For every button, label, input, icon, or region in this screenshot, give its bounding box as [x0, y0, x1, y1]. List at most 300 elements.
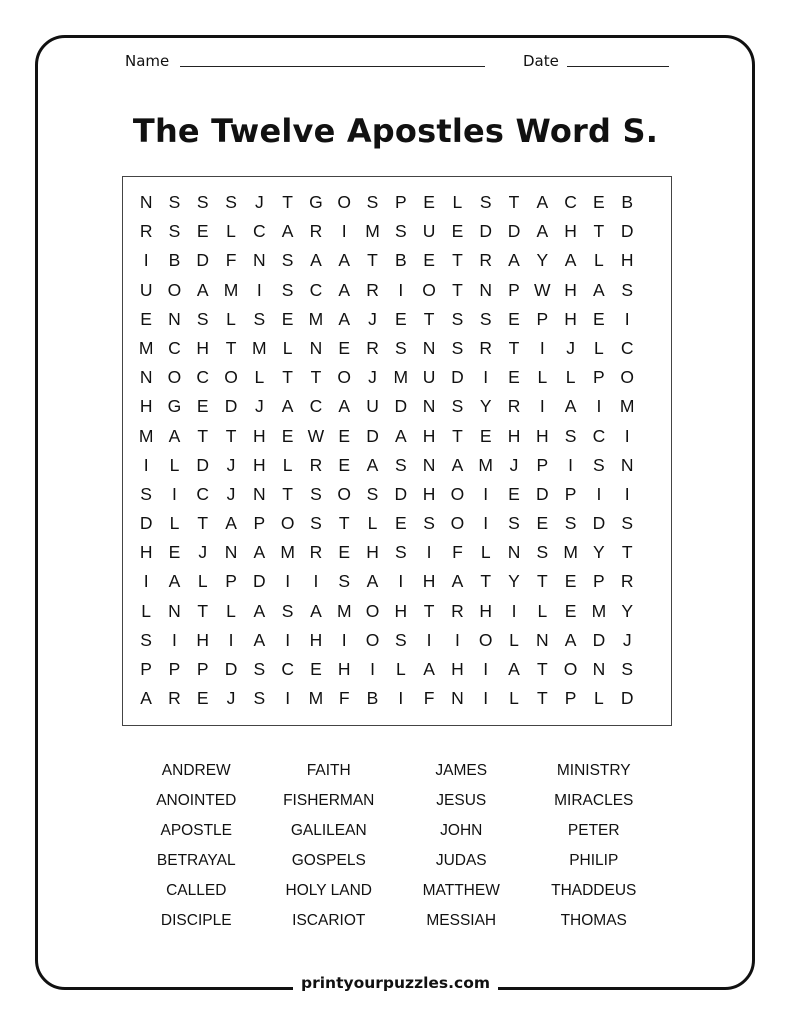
grid-letter[interactable]: T [423, 308, 435, 329]
grid-letter[interactable]: J [226, 483, 236, 504]
grid-letter[interactable]: E [281, 308, 294, 329]
grid-letter[interactable]: D [196, 250, 210, 271]
grid-letter[interactable]: S [140, 629, 152, 650]
grid-letter[interactable]: A [310, 250, 322, 271]
grid-letter[interactable]: L [537, 600, 548, 621]
grid-letter[interactable]: S [564, 425, 577, 446]
grid-letter[interactable]: M [393, 367, 409, 388]
grid-letter[interactable]: S [508, 513, 520, 534]
grid-letter[interactable]: S [621, 279, 634, 300]
grid-letter[interactable]: N [422, 337, 436, 358]
grid-letter[interactable]: C [309, 279, 323, 300]
grid-letter[interactable]: E [479, 425, 492, 446]
grid-letter[interactable]: H [366, 542, 379, 563]
grid-letter[interactable]: M [619, 396, 635, 417]
grid-letter[interactable]: I [483, 367, 489, 388]
grid-letter[interactable]: A [394, 425, 407, 446]
grid-letter[interactable]: L [509, 688, 519, 709]
grid-letter[interactable]: I [511, 600, 517, 621]
grid-letter[interactable]: H [139, 542, 153, 563]
grid-letter[interactable]: I [483, 659, 489, 679]
grid-letter[interactable]: N [422, 396, 436, 417]
grid-letter[interactable]: O [563, 659, 578, 679]
grid-letter[interactable]: S [394, 542, 407, 563]
grid-letter[interactable]: R [479, 250, 493, 271]
grid-letter[interactable]: O [422, 279, 436, 300]
grid-letter[interactable]: A [281, 396, 294, 417]
grid-letter[interactable]: G [167, 396, 182, 417]
grid-letter[interactable]: A [253, 629, 266, 650]
grid-letter[interactable]: M [138, 337, 154, 358]
grid-letter[interactable]: J [622, 629, 632, 650]
grid-letter[interactable]: E [593, 308, 605, 329]
grid-letter[interactable]: O [167, 367, 182, 388]
grid-letter[interactable]: S [310, 513, 322, 534]
grid-letter[interactable]: O [280, 513, 295, 534]
grid-letter[interactable]: S [394, 221, 407, 242]
grid-letter[interactable]: L [509, 629, 519, 650]
grid-letter[interactable]: E [196, 221, 209, 242]
grid-letter[interactable]: I [539, 396, 545, 417]
grid-letter[interactable]: O [450, 513, 465, 534]
grid-letter[interactable]: T [480, 571, 492, 592]
grid-letter[interactable]: O [620, 367, 634, 388]
grid-letter[interactable]: H [196, 629, 210, 650]
grid-letter[interactable]: L [226, 221, 236, 242]
grid-letter[interactable]: I [398, 688, 404, 709]
grid-letter[interactable]: H [309, 629, 323, 650]
grid-letter[interactable]: L [480, 542, 491, 563]
grid-letter[interactable]: A [508, 250, 520, 271]
grid-letter[interactable]: I [568, 454, 574, 475]
grid-letter[interactable]: I [313, 571, 319, 592]
grid-letter[interactable]: C [281, 659, 294, 679]
grid-letter[interactable]: A [168, 571, 181, 592]
grid-letter[interactable]: I [483, 688, 489, 709]
grid-letter[interactable]: S [168, 221, 181, 242]
grid-letter[interactable]: R [479, 337, 493, 358]
grid-letter[interactable]: I [172, 629, 177, 650]
grid-letter[interactable]: O [337, 192, 352, 212]
grid-letter[interactable]: W [307, 425, 325, 446]
grid-letter[interactable]: S [394, 629, 407, 650]
grid-letter[interactable]: S [564, 513, 577, 534]
grid-letter[interactable]: L [395, 659, 406, 679]
grid-letter[interactable]: S [253, 308, 266, 329]
grid-letter[interactable]: T [197, 425, 209, 446]
grid-letter[interactable]: U [139, 279, 153, 300]
grid-letter[interactable]: A [451, 571, 464, 592]
grid-letter[interactable]: A [536, 221, 549, 242]
grid-letter[interactable]: D [253, 571, 266, 592]
grid-letter[interactable]: I [426, 629, 432, 650]
grid-letter[interactable]: D [394, 396, 408, 417]
grid-letter[interactable]: T [508, 337, 520, 358]
grid-letter[interactable]: U [422, 221, 436, 242]
grid-letter[interactable]: S [281, 600, 294, 621]
grid-letter[interactable]: E [508, 367, 520, 388]
grid-letter[interactable]: E [394, 308, 407, 329]
grid-letter[interactable]: H [422, 483, 436, 504]
grid-letter[interactable]: Y [479, 396, 492, 417]
grid-letter[interactable]: M [563, 542, 578, 563]
grid-letter[interactable]: R [366, 337, 379, 358]
grid-letter[interactable]: A [196, 279, 209, 300]
grid-letter[interactable]: E [536, 513, 549, 534]
grid-letter[interactable]: A [310, 600, 322, 621]
grid-letter[interactable]: H [535, 425, 549, 446]
grid-letter[interactable]: C [168, 337, 181, 358]
grid-letter[interactable]: P [394, 192, 407, 212]
grid-letter[interactable]: P [225, 571, 237, 592]
grid-letter[interactable]: G [309, 192, 323, 212]
grid-letter[interactable]: U [366, 396, 379, 417]
grid-letter[interactable]: N [253, 250, 266, 271]
grid-letter[interactable]: N [507, 542, 521, 563]
grid-letter[interactable]: A [253, 600, 266, 621]
grid-letter[interactable]: T [452, 250, 463, 271]
grid-letter[interactable]: S [196, 192, 209, 212]
grid-letter[interactable]: O [450, 483, 465, 504]
grid-letter[interactable]: I [341, 221, 347, 242]
grid-letter[interactable]: P [593, 571, 605, 592]
grid-letter[interactable]: L [282, 454, 293, 475]
grid-letter[interactable]: A [366, 571, 379, 592]
grid-letter[interactable]: L [594, 337, 604, 358]
grid-letter[interactable]: E [508, 483, 520, 504]
grid-letter[interactable]: L [141, 600, 152, 621]
grid-letter[interactable]: S [168, 192, 181, 212]
grid-letter[interactable]: I [483, 513, 489, 534]
grid-letter[interactable]: I [341, 629, 347, 650]
grid-letter[interactable]: D [451, 367, 464, 388]
grid-letter[interactable]: I [143, 571, 149, 592]
grid-letter[interactable]: S [281, 250, 294, 271]
grid-letter[interactable]: R [309, 221, 323, 242]
grid-letter[interactable]: D [394, 483, 408, 504]
grid-letter[interactable]: H [253, 454, 266, 475]
grid-letter[interactable]: I [285, 688, 291, 709]
grid-letter[interactable]: L [197, 571, 208, 592]
grid-letter[interactable]: P [508, 279, 520, 300]
grid-letter[interactable]: B [394, 250, 407, 271]
grid-letter[interactable]: T [367, 250, 378, 271]
grid-letter[interactable]: A [338, 396, 351, 417]
grid-letter[interactable]: S [394, 337, 407, 358]
grid-letter[interactable]: N [479, 279, 493, 300]
grid-letter[interactable]: E [196, 396, 209, 417]
grid-letter[interactable]: I [370, 659, 375, 679]
grid-letter[interactable]: R [366, 279, 379, 300]
grid-letter[interactable]: M [308, 308, 324, 329]
grid-letter[interactable]: O [224, 367, 238, 388]
grid-letter[interactable]: A [225, 513, 237, 534]
grid-letter[interactable]: N [309, 337, 323, 358]
grid-letter[interactable]: D [620, 221, 634, 242]
grid-letter[interactable]: F [452, 542, 463, 563]
grid-letter[interactable]: T [225, 337, 237, 358]
grid-letter[interactable]: P [168, 659, 181, 679]
grid-letter[interactable]: T [508, 192, 520, 212]
grid-letter[interactable]: R [139, 221, 153, 242]
grid-letter[interactable]: A [338, 279, 351, 300]
grid-letter[interactable]: J [509, 454, 519, 475]
grid-letter[interactable]: J [368, 367, 377, 388]
grid-letter[interactable]: A [536, 192, 549, 212]
grid-letter[interactable]: H [422, 425, 436, 446]
grid-letter[interactable]: M [138, 425, 154, 446]
grid-letter[interactable]: P [564, 483, 577, 504]
grid-letter[interactable]: S [451, 337, 464, 358]
grid-letter[interactable]: N [139, 367, 153, 388]
grid-letter[interactable]: A [564, 629, 577, 650]
grid-letter[interactable]: J [254, 396, 264, 417]
grid-letter[interactable]: D [620, 688, 634, 709]
grid-letter[interactable]: I [285, 629, 291, 650]
grid-letter[interactable]: C [620, 337, 634, 358]
grid-letter[interactable]: D [224, 659, 238, 679]
grid-letter[interactable]: D [507, 221, 521, 242]
grid-letter[interactable]: I [172, 483, 177, 504]
grid-letter[interactable]: L [594, 688, 604, 709]
grid-letter[interactable]: S [253, 659, 266, 679]
grid-letter[interactable]: R [309, 454, 323, 475]
grid-letter[interactable]: J [198, 542, 208, 563]
grid-letter[interactable]: E [281, 425, 294, 446]
grid-letter[interactable]: T [536, 688, 548, 709]
grid-letter[interactable]: R [507, 396, 521, 417]
grid-letter[interactable]: S [536, 542, 549, 563]
grid-letter[interactable]: H [394, 600, 408, 621]
grid-letter[interactable]: T [452, 425, 463, 446]
grid-letter[interactable]: L [367, 513, 378, 534]
grid-letter[interactable]: L [594, 250, 604, 271]
grid-letter[interactable]: A [338, 250, 351, 271]
grid-letter[interactable]: M [252, 337, 267, 358]
grid-letter[interactable]: M [478, 454, 493, 475]
grid-letter[interactable]: I [426, 542, 432, 563]
grid-letter[interactable]: L [282, 337, 293, 358]
grid-letter[interactable]: I [285, 571, 291, 592]
grid-letter[interactable]: S [451, 396, 464, 417]
grid-letter[interactable]: S [621, 513, 634, 534]
grid-letter[interactable]: D [592, 513, 606, 534]
grid-letter[interactable]: I [624, 425, 630, 446]
grid-letter[interactable]: E [508, 308, 520, 329]
grid-letter[interactable]: N [535, 629, 549, 650]
grid-letter[interactable]: B [366, 688, 379, 709]
grid-letter[interactable]: C [309, 396, 323, 417]
grid-letter[interactable]: N [592, 659, 606, 679]
grid-letter[interactable]: E [593, 192, 605, 212]
grid-letter[interactable]: I [454, 629, 460, 650]
grid-letter[interactable]: T [282, 192, 293, 212]
grid-letter[interactable]: N [224, 542, 238, 563]
grid-letter[interactable]: A [140, 688, 152, 709]
grid-letter[interactable]: I [596, 396, 602, 417]
grid-letter[interactable]: S [479, 308, 492, 329]
grid-letter[interactable]: E [140, 308, 152, 329]
grid-letter[interactable]: O [167, 279, 182, 300]
grid-letter[interactable]: L [452, 192, 463, 212]
grid-letter[interactable]: E [451, 221, 464, 242]
grid-letter[interactable]: I [596, 483, 602, 504]
grid-letter[interactable]: C [253, 221, 266, 242]
grid-letter[interactable]: N [451, 688, 464, 709]
grid-letter[interactable]: D [479, 221, 493, 242]
grid-letter[interactable]: O [337, 367, 352, 388]
grid-letter[interactable]: E [310, 659, 322, 679]
grid-letter[interactable]: P [536, 308, 549, 329]
grid-letter[interactable]: E [338, 425, 351, 446]
grid-letter[interactable]: T [593, 221, 605, 242]
grid-letter[interactable]: M [280, 542, 295, 563]
grid-letter[interactable]: D [535, 483, 549, 504]
grid-letter[interactable]: T [621, 542, 633, 563]
grid-letter[interactable]: L [537, 367, 548, 388]
grid-letter[interactable]: H [507, 425, 521, 446]
grid-letter[interactable]: O [365, 629, 380, 650]
grid-letter[interactable]: I [143, 454, 149, 475]
grid-letter[interactable]: M [591, 600, 607, 621]
grid-letter[interactable]: I [398, 571, 404, 592]
grid-letter[interactable]: E [338, 337, 351, 358]
grid-letter[interactable]: E [168, 542, 181, 563]
grid-letter[interactable]: T [536, 659, 548, 679]
grid-letter[interactable]: R [451, 600, 464, 621]
grid-letter[interactable]: I [398, 279, 404, 300]
grid-letter[interactable]: L [565, 367, 576, 388]
grid-letter[interactable]: E [423, 192, 435, 212]
grid-letter[interactable]: H [564, 308, 577, 329]
grid-letter[interactable]: J [566, 337, 575, 358]
grid-letter[interactable]: H [196, 337, 210, 358]
grid-letter[interactable]: I [256, 279, 262, 300]
grid-letter[interactable]: L [254, 367, 265, 388]
grid-letter[interactable]: F [338, 688, 350, 709]
grid-letter[interactable]: N [139, 192, 153, 212]
grid-letter[interactable]: T [197, 600, 209, 621]
grid-letter[interactable]: R [620, 571, 634, 592]
grid-letter[interactable]: A [564, 250, 577, 271]
grid-letter[interactable]: A [281, 221, 294, 242]
grid-letter[interactable]: L [226, 600, 236, 621]
grid-letter[interactable]: Y [621, 600, 634, 621]
grid-letter[interactable]: E [564, 571, 577, 592]
grid-letter[interactable]: O [478, 629, 493, 650]
grid-letter[interactable]: A [423, 659, 435, 679]
grid-letter[interactable]: S [140, 483, 152, 504]
grid-letter[interactable]: M [336, 600, 352, 621]
grid-letter[interactable]: L [226, 308, 236, 329]
grid-letter[interactable]: P [536, 454, 549, 475]
grid-letter[interactable]: T [310, 367, 322, 388]
grid-letter[interactable]: R [309, 542, 323, 563]
grid-letter[interactable]: P [564, 688, 577, 709]
grid-letter[interactable]: E [338, 542, 351, 563]
grid-letter[interactable]: Y [593, 542, 605, 563]
grid-letter[interactable]: E [338, 454, 351, 475]
grid-letter[interactable]: P [253, 513, 266, 534]
grid-letter[interactable]: N [168, 600, 181, 621]
grid-letter[interactable]: A [564, 396, 577, 417]
grid-letter[interactable]: I [228, 629, 234, 650]
grid-letter[interactable]: D [366, 425, 379, 446]
grid-letter[interactable]: S [310, 483, 322, 504]
grid-letter[interactable]: N [168, 308, 181, 329]
grid-letter[interactable]: O [365, 600, 380, 621]
grid-letter[interactable]: N [422, 454, 436, 475]
grid-letter[interactable]: I [143, 250, 149, 271]
grid-letter[interactable]: H [620, 250, 634, 271]
grid-letter[interactable]: M [308, 688, 324, 709]
grid-letter[interactable]: I [624, 483, 630, 504]
grid-letter[interactable]: N [253, 483, 266, 504]
grid-letter[interactable]: C [592, 425, 606, 446]
grid-letter[interactable]: M [223, 279, 239, 300]
grid-letter[interactable]: H [253, 425, 266, 446]
grid-letter[interactable]: F [423, 688, 435, 709]
grid-letter[interactable]: T [423, 600, 435, 621]
grid-letter[interactable]: E [564, 600, 577, 621]
grid-letter[interactable]: P [196, 659, 209, 679]
grid-letter[interactable]: E [196, 688, 209, 709]
grid-letter[interactable]: T [225, 425, 237, 446]
grid-letter[interactable]: H [479, 600, 493, 621]
grid-letter[interactable]: T [536, 571, 548, 592]
grid-letter[interactable]: I [624, 308, 630, 329]
grid-letter[interactable]: F [225, 250, 237, 271]
grid-letter[interactable]: H [139, 396, 153, 417]
grid-letter[interactable]: J [226, 454, 236, 475]
grid-letter[interactable]: I [539, 337, 545, 358]
grid-letter[interactable]: I [483, 483, 489, 504]
grid-letter[interactable]: S [366, 192, 379, 212]
grid-letter[interactable]: C [564, 192, 577, 212]
grid-letter[interactable]: S [253, 688, 266, 709]
grid-letter[interactable]: T [452, 279, 463, 300]
grid-letter[interactable]: L [169, 454, 180, 475]
grid-letter[interactable]: B [621, 192, 634, 212]
grid-letter[interactable]: T [282, 367, 293, 388]
grid-letter[interactable]: B [168, 250, 181, 271]
grid-letter[interactable]: U [422, 367, 436, 388]
grid-letter[interactable]: S [196, 308, 209, 329]
grid-letter[interactable]: D [139, 513, 153, 534]
grid-letter[interactable]: A [253, 542, 266, 563]
grid-letter[interactable]: T [282, 483, 293, 504]
grid-letter[interactable]: A [338, 308, 351, 329]
grid-letter[interactable]: S [338, 571, 351, 592]
grid-letter[interactable]: J [368, 308, 377, 329]
grid-letter[interactable]: O [337, 483, 352, 504]
grid-letter[interactable]: R [168, 688, 181, 709]
grid-letter[interactable]: S [479, 192, 492, 212]
grid-letter[interactable]: D [592, 629, 606, 650]
grid-letter[interactable]: Y [536, 250, 549, 271]
grid-letter[interactable]: P [593, 367, 605, 388]
grid-letter[interactable]: S [366, 483, 379, 504]
grid-letter[interactable]: M [365, 221, 380, 242]
grid-letter[interactable]: A [168, 425, 181, 446]
grid-letter[interactable]: J [226, 688, 236, 709]
grid-letter[interactable]: S [451, 308, 464, 329]
grid-letter[interactable]: H [564, 221, 577, 242]
grid-letter[interactable]: P [140, 659, 152, 679]
grid-letter[interactable]: S [281, 279, 294, 300]
grid-letter[interactable]: H [451, 659, 464, 679]
grid-letter[interactable]: C [196, 367, 210, 388]
